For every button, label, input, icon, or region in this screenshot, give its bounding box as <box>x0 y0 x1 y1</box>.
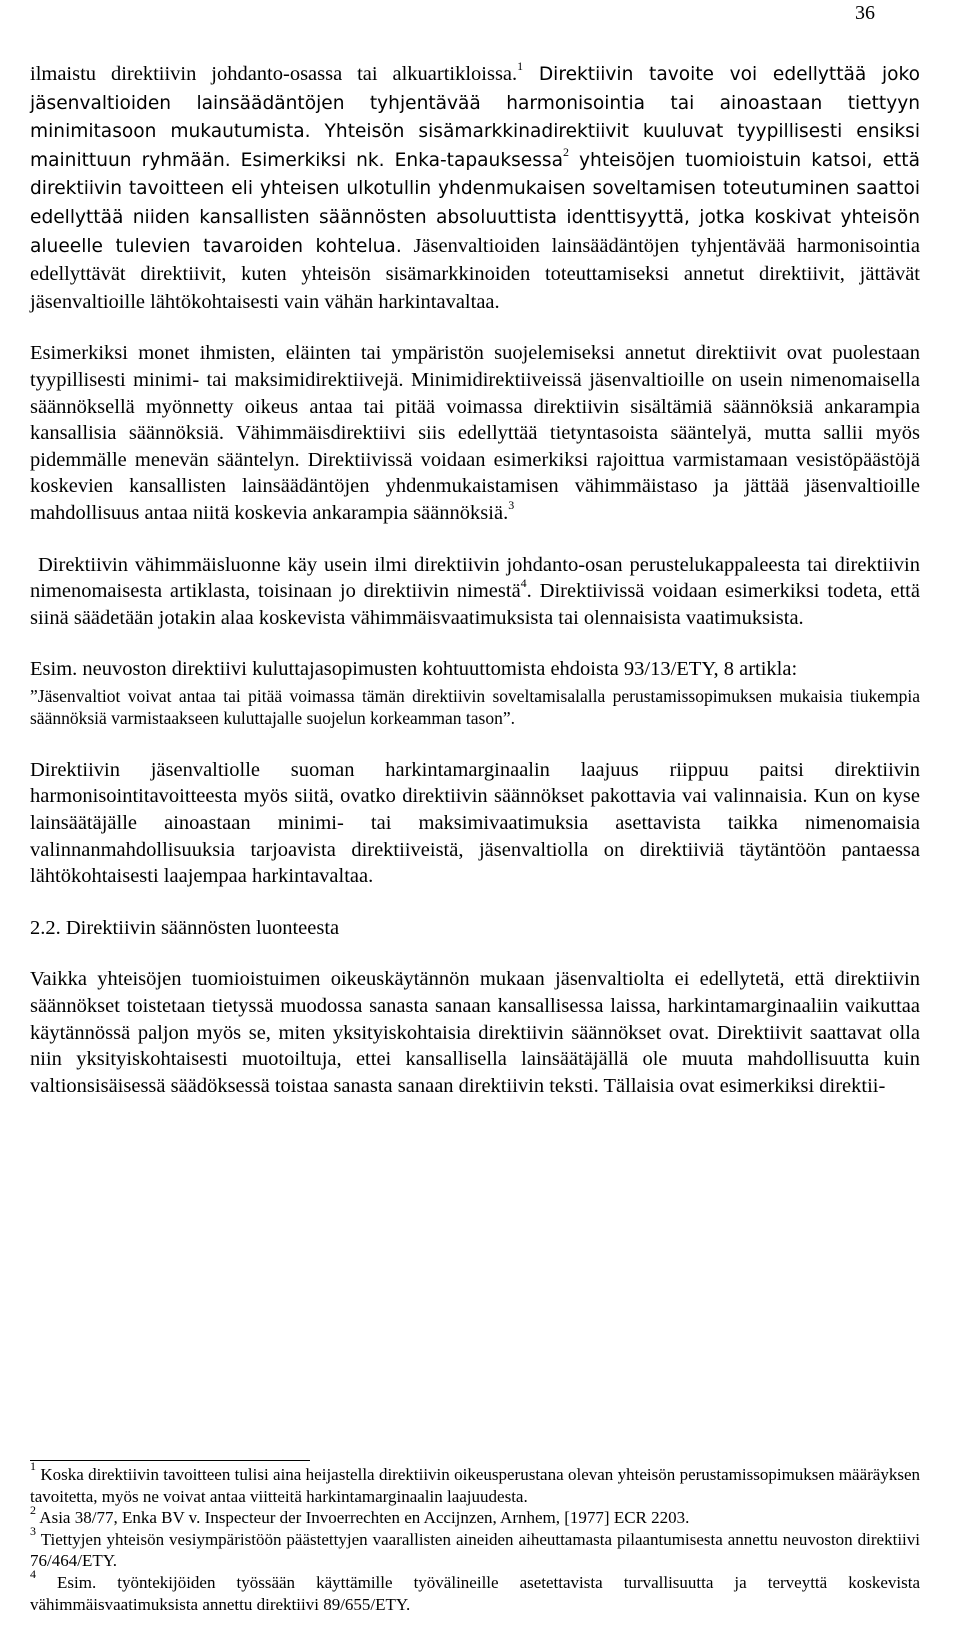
text-run: Kun on kyse lainsäätäjälle ainoastaan minimi- tai maksimivaatimuksia asettavista taikka nimenomaisia valinnanmahdollisuuksia tarjoavista direktiiveistä, jäsenvaltiolla on direktiiviä täytäntöön pantaessa lähtökohtaisesti laajempaa harkintavaltaa. <box>30 785 920 888</box>
text-run: Vähimmäisdirektiivi siis edellyttää tietyntasoista sääntelyä, mutta sallii myös pidemmälle menevän sääntelyn. <box>30 422 920 471</box>
text-run: Vaikka yhteisöjen tuomioistuimen oikeuskäytännön mukaan jäsenvaltiolta ei edellytetä, että direktiivin säännökset toistetaan tietyssä muodossa sanasta sanaan kansallisessa laissa, harkintamarginaaliin vaikuttaa käytännössä paljon myös se, miten yksityiskohtaisia direktiivin säännökset ovat. <box>30 968 920 1044</box>
paragraph-5 <box>30 757 920 890</box>
text-run: yhteisöjen tuomioistuin katsoi, että direktiivin tavoitteen eli yhteisen ulkotullin yhdenmukaisen soveltamisen toteutuminen saattoi edellyttää niiden kansallisten säännösten absoluuttista identtisyyttä, jotka koskivat yhteisön alueelle tulevien tavaroiden kohtelua. <box>30 149 920 257</box>
footnote-text: Koska direktiivin tavoitteen tulisi aina heijastella direktiivin oikeusperustana olevan yhteisön perustamissopimuksen määräyksen tavoitetta, myös ne voivat antaa viitteitä harkintamarginaalin laajuudesta. <box>30 1465 920 1506</box>
paragraph-1 <box>30 60 920 315</box>
footnote-number: 3 <box>30 1524 36 1539</box>
footnote-ref-3: 3 <box>508 498 515 513</box>
section-heading: 2.2. Direktiivin säännösten luonteesta <box>30 916 340 939</box>
paragraph-3 <box>30 552 920 632</box>
text-run: Esimerkiksi monet ihmisten, eläinten tai ympäristön suojelemiseksi annetut direktiivit ovat puolestaan tyypillisesti minimi- tai maksimidirektiivejä. <box>30 342 920 391</box>
text-run: Tällaisia ovat esimerkiksi direktii- <box>598 1074 886 1097</box>
footnote-3 <box>30 1524 920 1572</box>
paragraph-6 <box>30 966 920 1099</box>
footnote-number: 1 <box>30 1459 36 1474</box>
footnote-ref-4: 4 <box>520 576 527 591</box>
text-run: Direktiivin vähimmäisluonne käy usein ilmi direktiivin johdanto-osan perustelukappaleesta tai direktiivin nimenomaisesta artiklasta, toisinaan jo direktiivin nimestä <box>30 553 920 603</box>
main-text <box>30 60 920 1124</box>
text-run: ilmaistu direktiivin johdanto-osassa tai alkuartikloissa. <box>30 63 518 85</box>
footnote-1 <box>30 1459 920 1507</box>
footnote-2 <box>30 1502 920 1529</box>
text-run: Direktiivissä voidaan esimerkiksi rajoittua varmistamaan vesistöpäästöjä koskevien kansallisten lainsäädäntöjen yhdenmukaistamisen vähimmäistaso ja jättää jäsenvaltioille mahdollisuus antaa niitä koskevia ankarampia säännöksiä. <box>30 448 920 524</box>
paragraph-4: Esim. neuvoston direktiivi kuluttajasopimusten kohtuuttomista ehdoista 93/13/ETY, 8 artikla: <box>30 658 798 681</box>
footnote-text: Tiettyjen yhteisön vesiympäristöön päästettyjen vaarallisten aineiden aiheuttamasta pilaantumisesta annettu neuvoston direktiivi 76/464/ETY. <box>30 1529 920 1571</box>
text-run: Direktiivin jäsenvaltiolle suoman harkintamarginaalin laajuus riippuu paitsi direktiivin harmonisointitavoitteesta myös siitä, ovatko direktiivin säännökset pakottavia vai valinnaisia. <box>30 758 920 808</box>
page-number: 36 <box>855 2 875 24</box>
text-run: Direktiivin tavoite voi edellyttää joko jäsenvaltioiden lainsäädäntöjen tyhjentävää harmonisointia tai ainoastaan tiettyyn minimitasoon mukautumista. Yhteisön sisämarkkinadirektiivit kuuluvat tyypillisesti ensiksi mainittuun ryhmään. Esimerkiksi nk. Enka-tapauksessa <box>30 64 920 171</box>
text-run: Direktiivit saattavat olla niin yksityiskohtaisesti muotoiltuja, ettei kansallisella lainsäätäjällä ole muuta mahdollisuutta kuin valtionsisäisessä säädöksessä toistaa sanasta sanaan direktiivin teksti. <box>30 1021 920 1097</box>
footnote-number: 2 <box>30 1502 36 1517</box>
footnotes <box>30 1459 920 1615</box>
footnote-text: Esim. työntekijöiden työssään käyttämille työvälineille asetettavista turvallisuutta ja terveyttä koskevista vähimmäisvaatimuksista annettu direktiivi 89/655/ETY. <box>30 1572 920 1614</box>
text-run: Jäsenvaltioiden lainsäädäntöjen tyhjentävää harmonisointia edellyttävät direktiivit, kuten yhteisön sisämarkkinoiden toteuttamiseksi annetut direktiivit, jättävät jäsenvaltioille lähtökohtaisesti vain vähän harkintavaltaa. <box>30 234 921 313</box>
footnote-number: 4 <box>30 1567 36 1582</box>
footnote-ref-1: 1 <box>517 59 524 74</box>
footnote-text: Asia 38/77, Enka BV v. Inspecteur der Invoerrechten en Accijnzen, Arnhem, [1977] ECR 2203. <box>36 1508 690 1528</box>
text-run: . Direktiivissä voidaan esimerkiksi todeta, että siinä säädetään jotakin alaa koskevista vähimmäisvaatimuksista tai olennaisista vaatimuksista. <box>30 580 920 629</box>
footnote-ref-2: 2 <box>563 144 569 159</box>
footnote-divider <box>30 1460 310 1461</box>
paragraph-2 <box>30 340 920 526</box>
text-run: Minimidirektiiveissä jäsenvaltioille on usein nimenomaisella säännöksellä myönnetty oikeus antaa tai pitää voimassa direktiivin sisältämiä säännöksiä ankarampia kansallisia säännöksiä. <box>30 368 920 445</box>
quotation: ”Jäsenvaltiot voivat antaa tai pitää voimassa tämän direktiivin soveltamisalalla perustamissopimuksen mukaisia tiukempia säännöksiä varmistaakseen kuluttajalle suojelun korkeamman tason”. <box>30 685 920 728</box>
footnote-4 <box>30 1567 920 1615</box>
